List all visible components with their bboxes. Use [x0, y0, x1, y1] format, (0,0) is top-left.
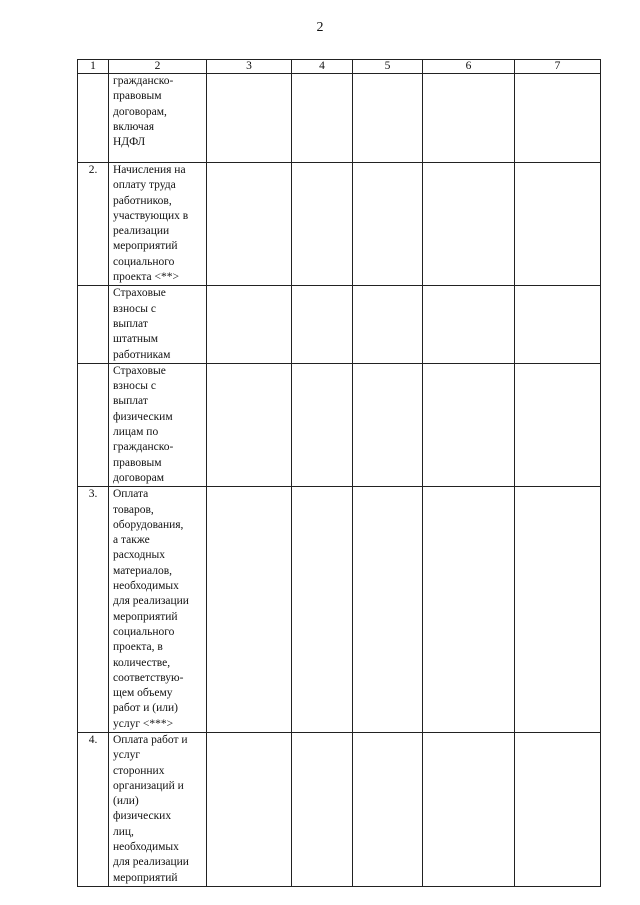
table-cell — [515, 163, 601, 286]
expense-item-name: Страховые взносы с выплат физическим лицам по гражданско- правовым договорам — [109, 363, 207, 486]
table-cell — [353, 732, 423, 886]
row-number: 4. — [78, 732, 109, 886]
column-header-7: 7 — [515, 60, 601, 74]
table-cell — [353, 163, 423, 286]
table-cell — [353, 363, 423, 486]
table-cell — [515, 363, 601, 486]
table-row — [78, 363, 601, 486]
header-row — [78, 60, 601, 74]
table-row — [78, 163, 601, 286]
expense-item-name: гражданско- правовым договорам, включая НДФЛ — [109, 74, 207, 163]
column-header-6: 6 — [423, 60, 515, 74]
expense-item-name: Оплата товаров, оборудования, а также расходных материалов, необходимых для реализации мероприятий социального проекта, в количестве, соответствую- щем объему работ и (или) услуг <***> — [109, 487, 207, 733]
row-number — [78, 286, 109, 363]
table-cell — [207, 732, 292, 886]
table-cell — [423, 363, 515, 486]
table-cell — [515, 732, 601, 886]
table-cell — [292, 286, 353, 363]
table-cell — [292, 74, 353, 163]
table-row — [78, 286, 601, 363]
row-number: 2. — [78, 163, 109, 286]
expense-item-name: Оплата работ и услуг сторонних организаций и (или) физических лиц, необходимых для реализации мероприятий — [109, 732, 207, 886]
table-cell — [207, 363, 292, 486]
table-cell — [423, 286, 515, 363]
table-cell — [353, 487, 423, 733]
table-cell — [515, 74, 601, 163]
table-row — [78, 487, 601, 733]
expense-item-name: Страховые взносы с выплат штатным работникам — [109, 286, 207, 363]
table-cell — [353, 286, 423, 363]
table-cell — [292, 732, 353, 886]
column-header-5: 5 — [353, 60, 423, 74]
table-row — [78, 74, 601, 163]
table-cell — [515, 487, 601, 733]
table-cell — [292, 163, 353, 286]
table-cell — [292, 363, 353, 486]
table-cell — [423, 487, 515, 733]
table-cell — [207, 487, 292, 733]
budget-table — [77, 59, 601, 887]
row-number — [78, 74, 109, 163]
table-cell — [423, 163, 515, 286]
page-number: 2 — [316, 20, 324, 35]
table-cell — [353, 74, 423, 163]
column-header-4: 4 — [292, 60, 353, 74]
table-cell — [423, 732, 515, 886]
table-cell — [207, 163, 292, 286]
table-cell — [207, 74, 292, 163]
row-number: 3. — [78, 487, 109, 733]
column-header-3: 3 — [207, 60, 292, 74]
table-cell — [423, 74, 515, 163]
table-cell — [292, 487, 353, 733]
table-cell — [207, 286, 292, 363]
column-header-2: 2 — [109, 60, 207, 74]
expense-item-name: Начисления на оплату труда работников, участвующих в реализации мероприятий социального проекта <**> — [109, 163, 207, 286]
table-cell — [515, 286, 601, 363]
column-header-1: 1 — [78, 60, 109, 74]
row-number — [78, 363, 109, 486]
table-row — [78, 732, 601, 886]
